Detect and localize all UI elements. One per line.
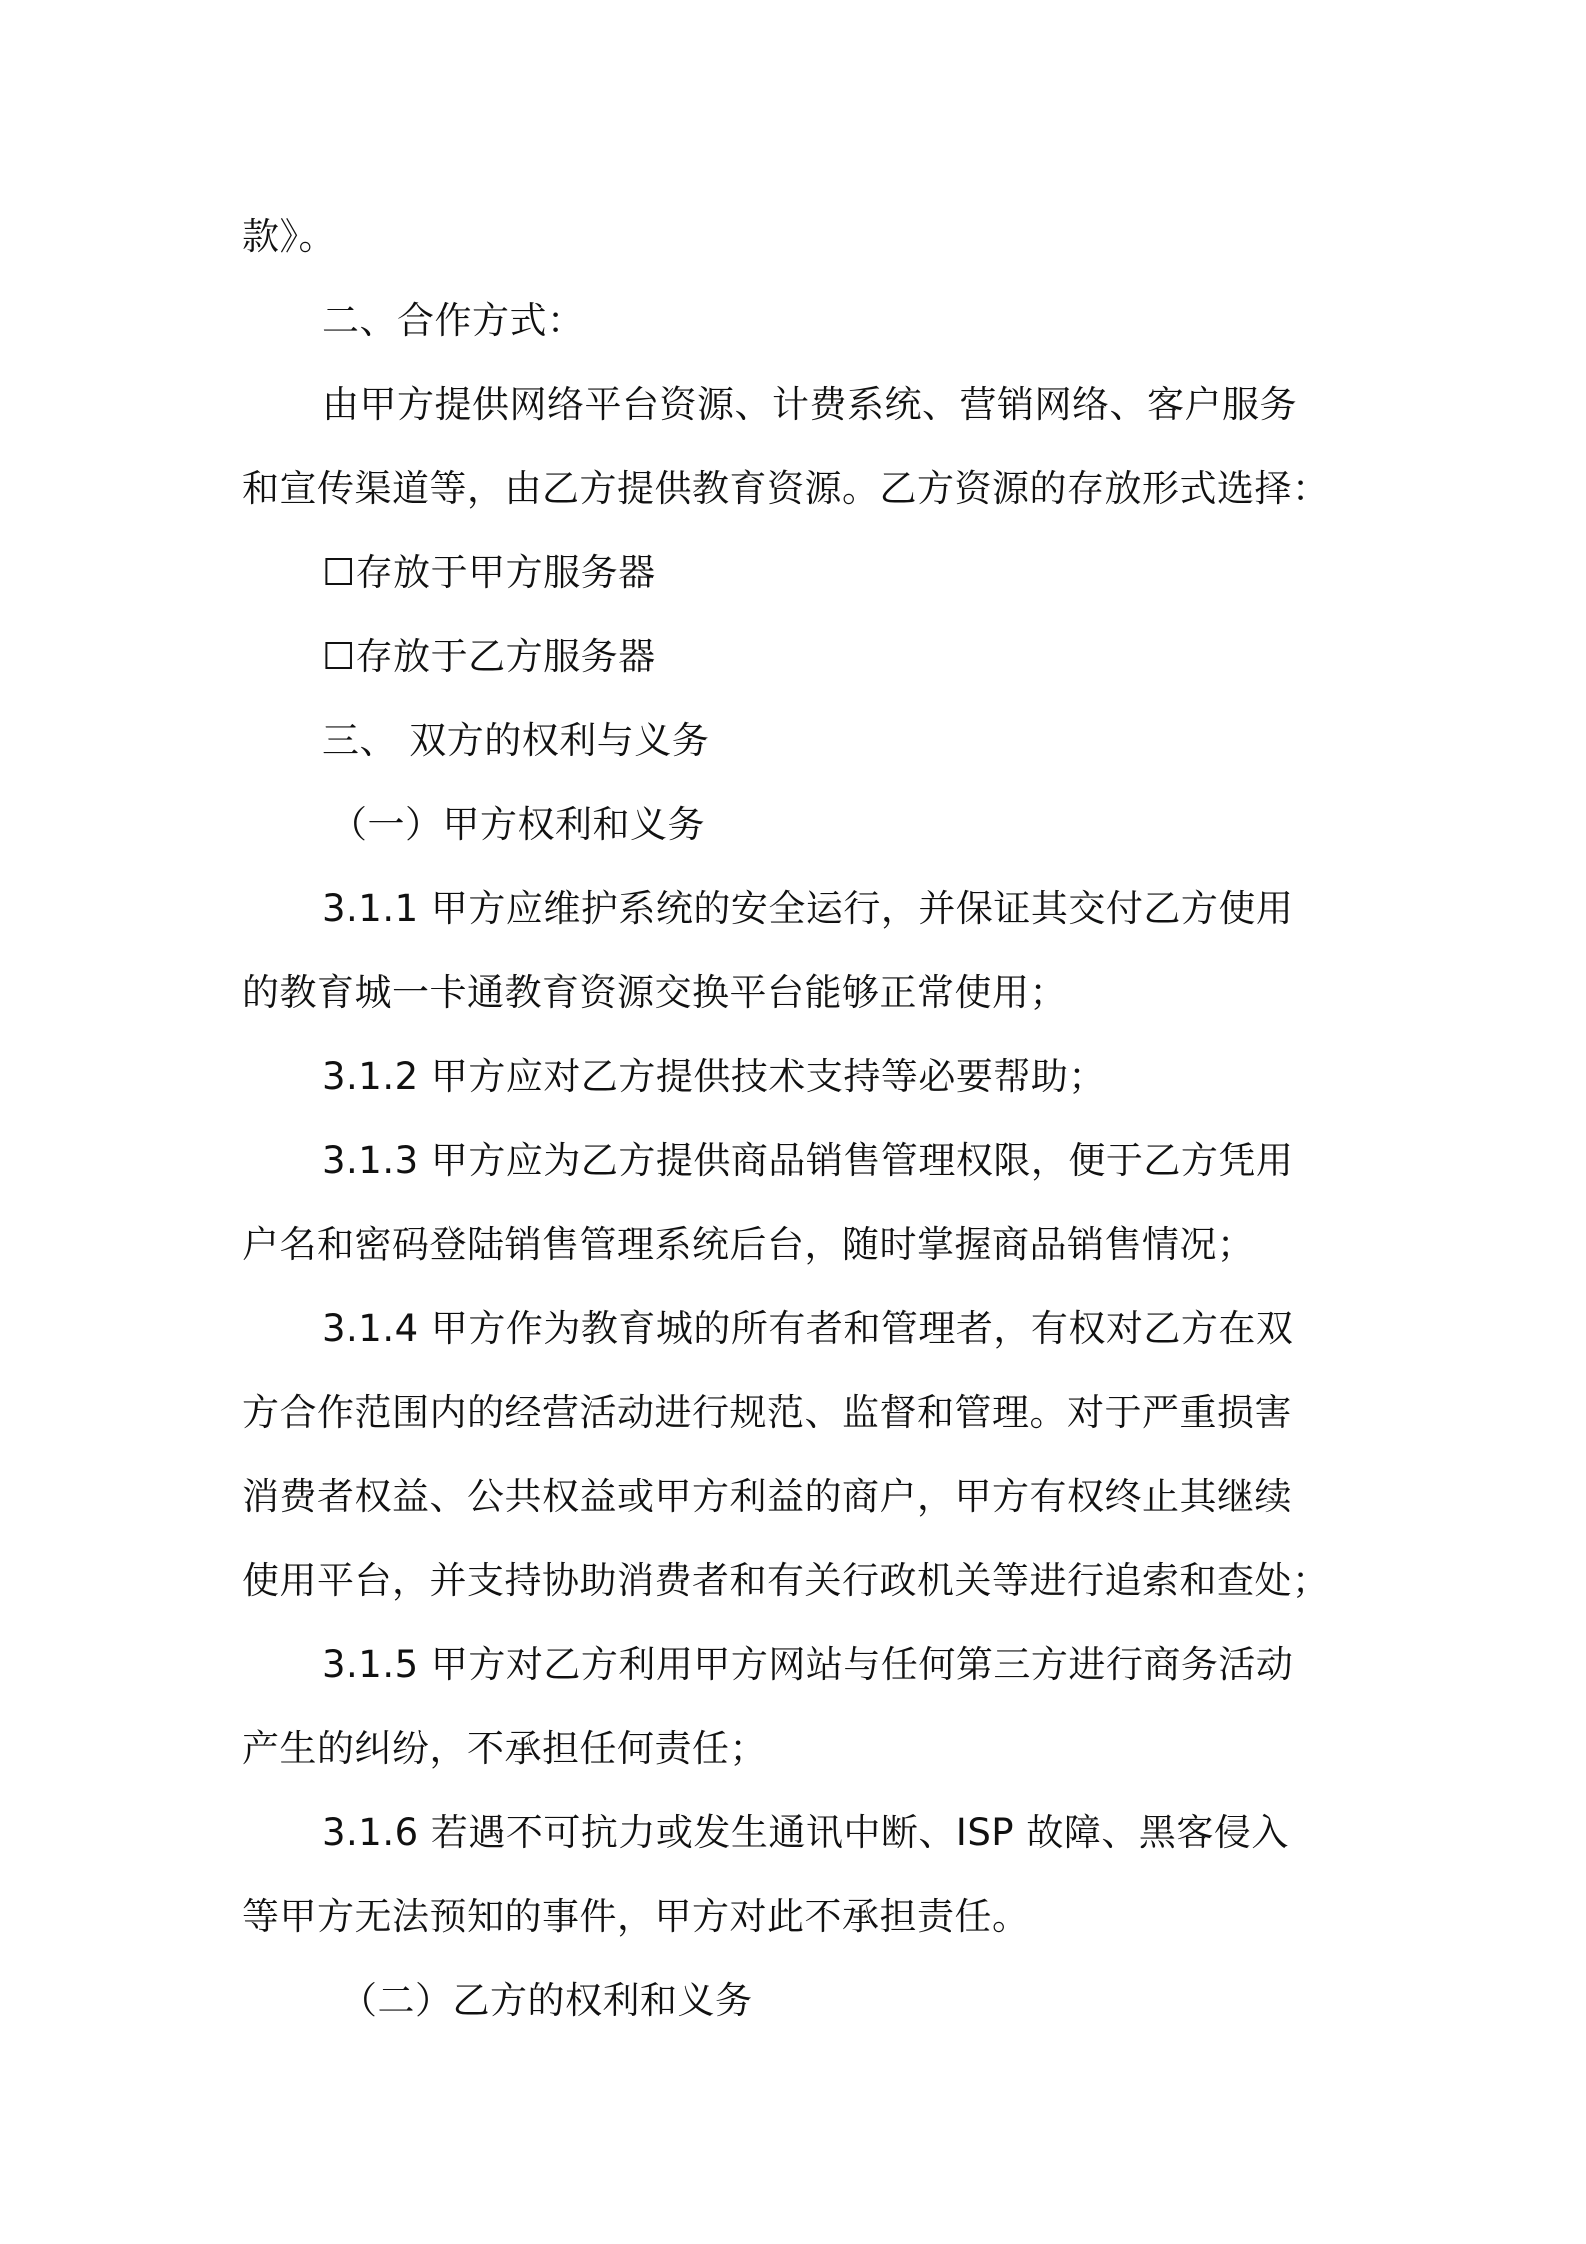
- subsection-heading: （一）甲方权利和义务: [330, 803, 705, 846]
- text-line: 户名和密码登陆销售管理系统后台，随时掌握商品销售情况；: [242, 1223, 1255, 1266]
- clause-line: 3.1.1 甲方应维护系统的安全运行，并保证其交付乙方使用: [322, 887, 1294, 930]
- text-line: 款》。: [242, 215, 336, 258]
- text-line: 消费者权益、公共权益或甲方利益的商户，甲方有权终止其继续: [242, 1475, 1292, 1518]
- clause-line: 3.1.3 甲方应为乙方提供商品销售管理权限，便于乙方凭用: [322, 1139, 1294, 1182]
- checkbox-option-line[interactable]: ☐存放于乙方服务器: [322, 635, 656, 678]
- checkbox-option-line[interactable]: ☐存放于甲方服务器: [322, 551, 656, 594]
- subsection-heading: （二）乙方的权利和义务: [340, 1979, 753, 2022]
- text-line: 等甲方无法预知的事件，甲方对此不承担责任。: [242, 1895, 1030, 1938]
- text-line: 由甲方提供网络平台资源、计费系统、营销网络、客户服务: [322, 383, 1297, 426]
- clause-line: 3.1.6 若遇不可抗力或发生通讯中断、ISP 故障、黑客侵入: [322, 1811, 1289, 1854]
- section-heading: 三、 双方的权利与义务: [322, 719, 710, 762]
- clause-line: 3.1.2 甲方应对乙方提供技术支持等必要帮助；: [322, 1055, 1106, 1098]
- clause-line: 3.1.4 甲方作为教育城的所有者和管理者，有权对乙方在双: [322, 1307, 1294, 1350]
- document-body: [242, 195, 1362, 2043]
- text-line: 方合作范围内的经营活动进行规范、监督和管理。对于严重损害: [242, 1391, 1292, 1434]
- section-heading: 二、合作方式：: [322, 299, 585, 342]
- text-line: 产生的纠纷，不承担任何责任；: [242, 1727, 767, 1770]
- clause-line: 3.1.5 甲方对乙方利用甲方网站与任何第三方进行商务活动: [322, 1643, 1294, 1686]
- text-line: 使用平台，并支持协助消费者和有关行政机关等进行追索和查处；: [242, 1559, 1330, 1602]
- text-line: 和宣传渠道等，由乙方提供教育资源。乙方资源的存放形式选择：: [242, 467, 1330, 510]
- text-line: 的教育城一卡通教育资源交换平台能够正常使用；: [242, 971, 1067, 1014]
